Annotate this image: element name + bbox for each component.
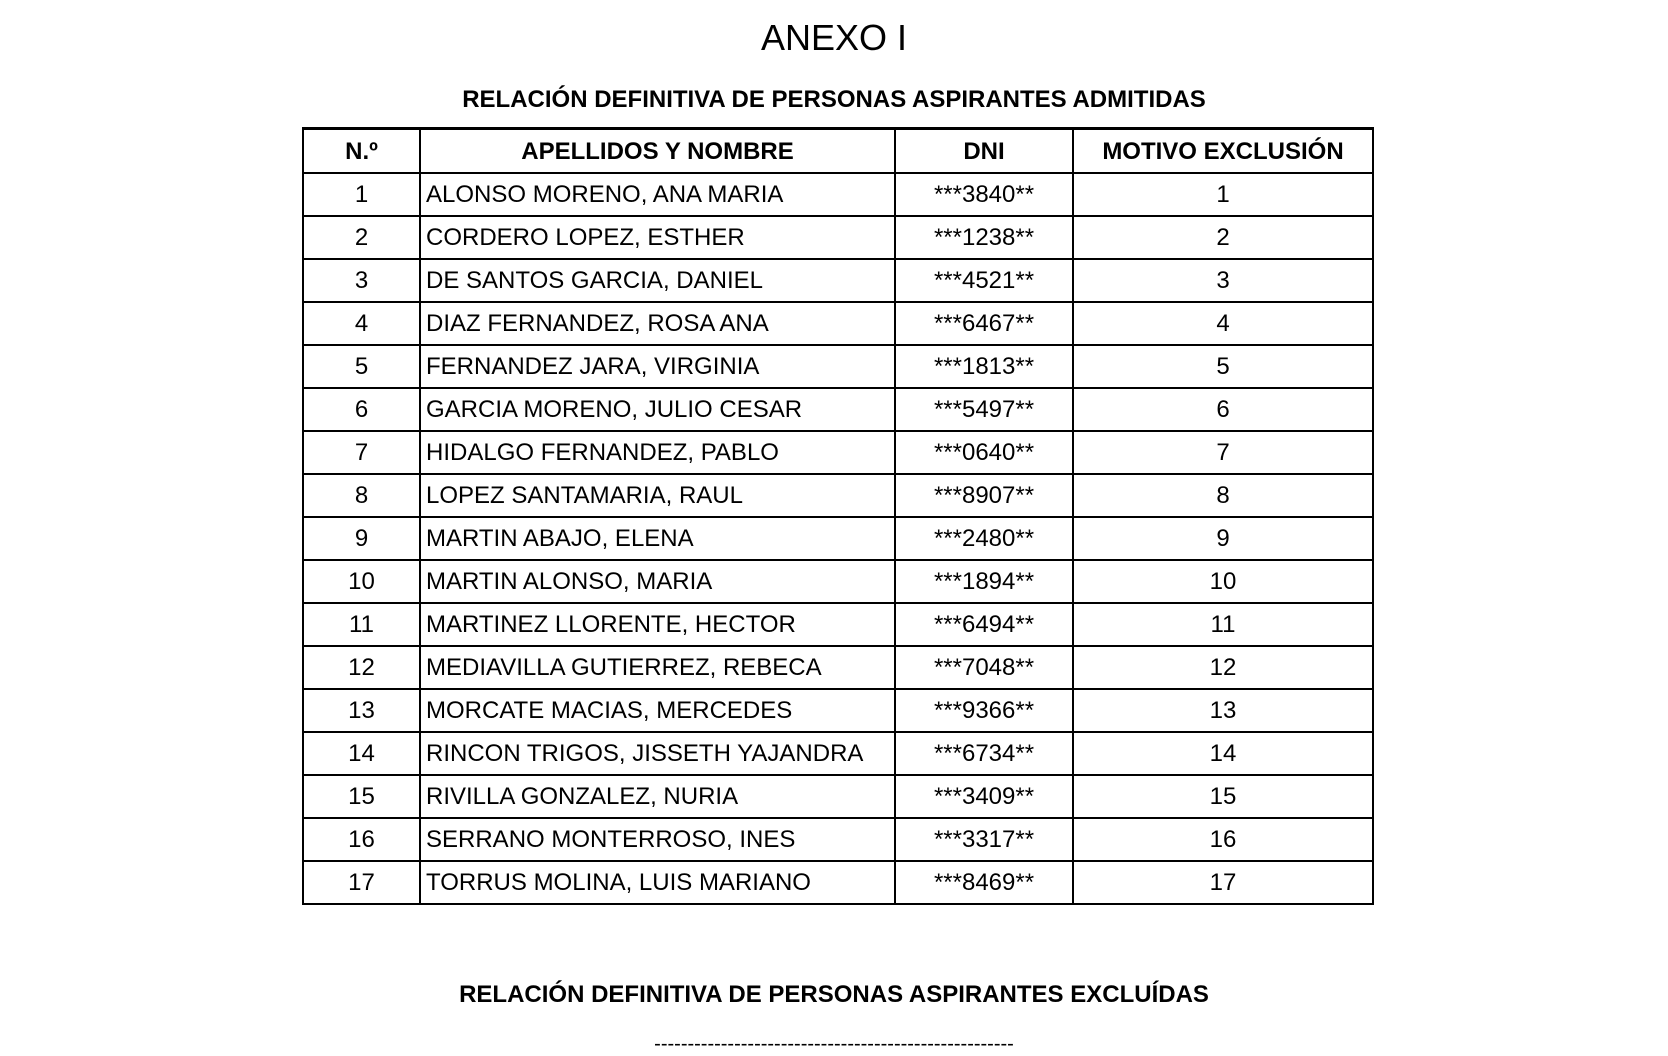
row-number: 11 bbox=[303, 603, 420, 646]
row-dni: ***7048** bbox=[895, 646, 1073, 689]
header-num: N.º bbox=[303, 129, 420, 174]
row-motivo: 15 bbox=[1073, 775, 1373, 818]
table-row bbox=[303, 861, 1373, 904]
row-motivo: 10 bbox=[1073, 560, 1373, 603]
page-title: ANEXO I bbox=[760, 17, 908, 58]
row-number: 13 bbox=[303, 689, 420, 732]
row-name: MEDIAVILLA GUTIERREZ, REBECA bbox=[420, 646, 895, 689]
table-row bbox=[303, 302, 1373, 345]
header-dni: DNI bbox=[895, 129, 1073, 174]
excluded-empty-placeholder: ------------------------------------------------------ bbox=[654, 1033, 1014, 1055]
table-body bbox=[303, 173, 1373, 904]
row-dni: ***3409** bbox=[895, 775, 1073, 818]
row-motivo: 4 bbox=[1073, 302, 1373, 345]
row-motivo: 16 bbox=[1073, 818, 1373, 861]
table-row bbox=[303, 388, 1373, 431]
row-number: 16 bbox=[303, 818, 420, 861]
row-number: 1 bbox=[303, 173, 420, 216]
row-name: HIDALGO FERNANDEZ, PABLO bbox=[420, 431, 895, 474]
row-number: 8 bbox=[303, 474, 420, 517]
row-number: 17 bbox=[303, 861, 420, 904]
row-name: DIAZ FERNANDEZ, ROSA ANA bbox=[420, 302, 895, 345]
row-motivo: 5 bbox=[1073, 345, 1373, 388]
row-name: LOPEZ SANTAMARIA, RAUL bbox=[420, 474, 895, 517]
row-name: ALONSO MORENO, ANA MARIA bbox=[420, 173, 895, 216]
table-header-row bbox=[303, 129, 1373, 174]
row-dni: ***6494** bbox=[895, 603, 1073, 646]
row-number: 3 bbox=[303, 259, 420, 302]
row-number: 2 bbox=[303, 216, 420, 259]
table-row bbox=[303, 560, 1373, 603]
row-dni: ***9366** bbox=[895, 689, 1073, 732]
header-name: APELLIDOS Y NOMBRE bbox=[420, 129, 895, 174]
row-motivo: 6 bbox=[1073, 388, 1373, 431]
table-row bbox=[303, 517, 1373, 560]
admitted-applicants-table bbox=[302, 127, 1374, 905]
row-motivo: 11 bbox=[1073, 603, 1373, 646]
row-name: FERNANDEZ JARA, VIRGINIA bbox=[420, 345, 895, 388]
row-dni: ***0640** bbox=[895, 431, 1073, 474]
row-number: 10 bbox=[303, 560, 420, 603]
row-name: GARCIA MORENO, JULIO CESAR bbox=[420, 388, 895, 431]
row-number: 4 bbox=[303, 302, 420, 345]
row-dni: ***8907** bbox=[895, 474, 1073, 517]
row-name: MARTINEZ LLORENTE, HECTOR bbox=[420, 603, 895, 646]
table-row bbox=[303, 818, 1373, 861]
row-name: CORDERO LOPEZ, ESTHER bbox=[420, 216, 895, 259]
row-name: SERRANO MONTERROSO, INES bbox=[420, 818, 895, 861]
row-dni: ***1238** bbox=[895, 216, 1073, 259]
row-name: RIVILLA GONZALEZ, NURIA bbox=[420, 775, 895, 818]
table-row bbox=[303, 603, 1373, 646]
row-number: 5 bbox=[303, 345, 420, 388]
table-row bbox=[303, 173, 1373, 216]
row-motivo: 2 bbox=[1073, 216, 1373, 259]
row-number: 7 bbox=[303, 431, 420, 474]
row-name: RINCON TRIGOS, JISSETH YAJANDRA bbox=[420, 732, 895, 775]
row-number: 14 bbox=[303, 732, 420, 775]
table-row bbox=[303, 431, 1373, 474]
row-motivo: 14 bbox=[1073, 732, 1373, 775]
row-dni: ***4521** bbox=[895, 259, 1073, 302]
admitted-heading: RELACIÓN DEFINITIVA DE PERSONAS ASPIRANTES ADMITIDAS bbox=[462, 86, 1206, 113]
row-motivo: 17 bbox=[1073, 861, 1373, 904]
row-dni: ***3317** bbox=[895, 818, 1073, 861]
table-row bbox=[303, 259, 1373, 302]
row-name: MARTIN ALONSO, MARIA bbox=[420, 560, 895, 603]
row-name: MORCATE MACIAS, MERCEDES bbox=[420, 689, 895, 732]
row-dni: ***2480** bbox=[895, 517, 1073, 560]
row-name: MARTIN ABAJO, ELENA bbox=[420, 517, 895, 560]
row-motivo: 12 bbox=[1073, 646, 1373, 689]
row-dni: ***3840** bbox=[895, 173, 1073, 216]
row-number: 15 bbox=[303, 775, 420, 818]
row-number: 9 bbox=[303, 517, 420, 560]
row-motivo: 13 bbox=[1073, 689, 1373, 732]
row-name: TORRUS MOLINA, LUIS MARIANO bbox=[420, 861, 895, 904]
row-dni: ***6467** bbox=[895, 302, 1073, 345]
table-row bbox=[303, 732, 1373, 775]
row-motivo: 1 bbox=[1073, 173, 1373, 216]
table-row bbox=[303, 646, 1373, 689]
row-dni: ***1813** bbox=[895, 345, 1073, 388]
row-name: DE SANTOS GARCIA, DANIEL bbox=[420, 259, 895, 302]
row-dni: ***8469** bbox=[895, 861, 1073, 904]
row-dni: ***5497** bbox=[895, 388, 1073, 431]
row-number: 12 bbox=[303, 646, 420, 689]
row-motivo: 9 bbox=[1073, 517, 1373, 560]
row-motivo: 8 bbox=[1073, 474, 1373, 517]
row-dni: ***1894** bbox=[895, 560, 1073, 603]
excluded-heading: RELACIÓN DEFINITIVA DE PERSONAS ASPIRANTES EXCLUÍDAS bbox=[459, 981, 1209, 1008]
header-motivo: MOTIVO EXCLUSIÓN bbox=[1073, 129, 1373, 174]
table-row bbox=[303, 775, 1373, 818]
row-dni: ***6734** bbox=[895, 732, 1073, 775]
table-row bbox=[303, 474, 1373, 517]
table-row bbox=[303, 689, 1373, 732]
table-row bbox=[303, 345, 1373, 388]
row-motivo: 3 bbox=[1073, 259, 1373, 302]
row-motivo: 7 bbox=[1073, 431, 1373, 474]
row-number: 6 bbox=[303, 388, 420, 431]
table-row bbox=[303, 216, 1373, 259]
